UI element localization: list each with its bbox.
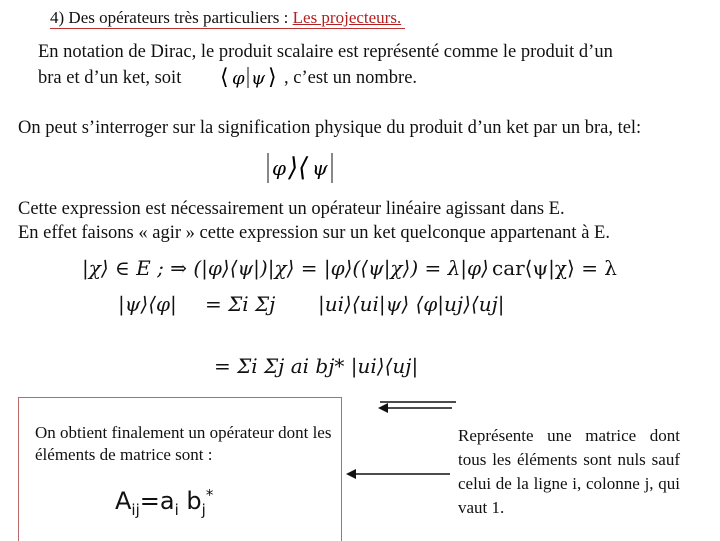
bra-ket-scalar-product	[218, 63, 284, 91]
formula-ij: ij	[131, 500, 140, 519]
title-prefix: 4) Des opérateurs très particuliers :	[50, 8, 293, 27]
conclusion-box	[18, 397, 342, 541]
svg-text:⟩⟨: ⟩⟨	[288, 153, 309, 183]
svg-text:⟩: ⟩	[268, 65, 277, 90]
equation-1-right: car⟨ψ|χ⟩ = λ	[492, 256, 617, 280]
svg-text:ψ: ψ	[251, 68, 266, 89]
question-text: On peut s’interroger sur la signification physique du produit d’un ket par un bra, tel:	[18, 118, 642, 138]
equation-3: = Σi Σj ai bj* |ui⟩⟨uj|	[214, 354, 419, 378]
equation-2-left: |ψ⟩⟨φ|	[118, 292, 177, 316]
formula-a: A	[115, 487, 132, 515]
equation-2-terms: |ui⟩⟨ui|ψ⟩ ⟨φ|uj⟩⟨uj|	[318, 292, 505, 316]
arrow-head-left-bottom	[346, 469, 356, 479]
statement-line-1: Cette expression est nécessairement un opérateur linéaire agissant dans E.	[18, 199, 565, 219]
svg-text:⟨: ⟨	[220, 65, 229, 90]
projector-expression	[266, 151, 336, 185]
intro-line-2-after: , c’est un nombre.	[284, 68, 418, 88]
svg-text:ψ: ψ	[312, 156, 328, 180]
connector-arrows	[340, 396, 460, 486]
svg-text:φ: φ	[232, 68, 245, 89]
formula-eq: =a	[139, 487, 175, 515]
formula-star: *	[205, 486, 214, 504]
formula-j: j	[201, 500, 206, 519]
arrow-head-left-top	[378, 403, 388, 413]
matrix-element-formula	[115, 486, 213, 519]
conclusion-text: On obtient finalement un opérateur dont les éléments de matrice sont :	[35, 423, 332, 464]
equation-2-sums: = Σi Σj	[205, 292, 276, 316]
equation-1-left: |χ⟩ ∈ E ; ⇒ (|φ⟩⟨ψ|)|χ⟩ = |φ⟩(⟨ψ|χ⟩) = λ|φ⟩	[82, 256, 489, 280]
formula-b: b	[178, 487, 202, 515]
section-title	[50, 8, 405, 29]
formula-i: i	[174, 500, 179, 519]
svg-text:φ: φ	[272, 156, 287, 180]
intro-line-1: En notation de Dirac, le produit scalaire est représenté comme le produit d’un	[38, 42, 613, 62]
statement-line-2: En effet faisons « agir » cette expression sur un ket quelconque appartenant à E.	[18, 223, 610, 243]
intro-line-2-before: bra et d’un ket, soit	[38, 68, 182, 88]
title-highlight: Les projecteurs.	[292, 8, 402, 27]
matrix-note: Représente une matrice dont tous les éléments sont nuls sauf celui de la ligne i, colonne j, qui vaut 1.	[458, 426, 680, 517]
